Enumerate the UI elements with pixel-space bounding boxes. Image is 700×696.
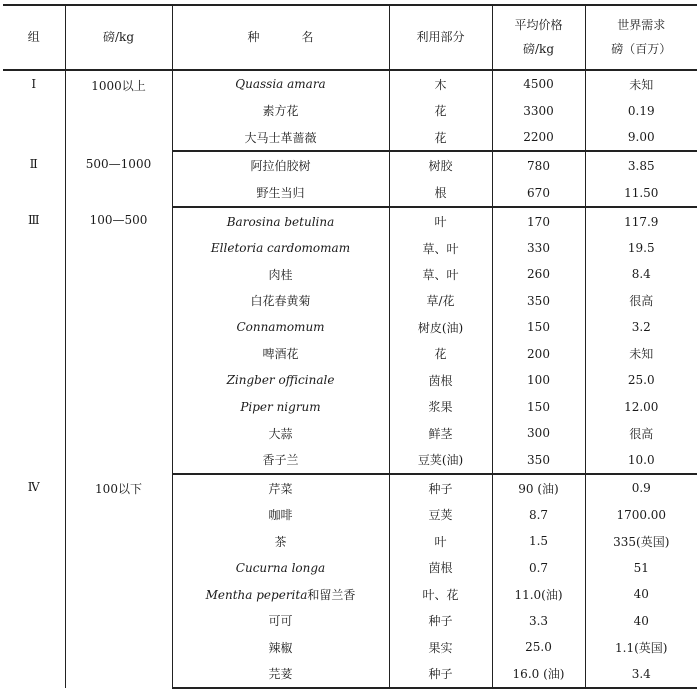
world-demand: 25.0 xyxy=(627,373,655,387)
world-demand: 9.00 xyxy=(585,124,697,151)
part-used: 种子 xyxy=(389,474,492,501)
avg-price: 25.0 xyxy=(492,634,585,660)
avg-price: 330 xyxy=(492,235,585,261)
part-used: 树皮(油) xyxy=(389,314,492,340)
avg-price: 170 xyxy=(492,207,585,235)
table-row xyxy=(3,207,697,235)
table-body xyxy=(3,70,697,688)
avg-price: 0.7 xyxy=(492,554,585,581)
species-name: 大蒜 xyxy=(172,420,389,446)
world-demand: 3.2 xyxy=(631,320,651,334)
part-used: 豆荚(油) xyxy=(389,446,492,474)
part-used: 草、叶 xyxy=(389,261,492,287)
world-demand: 未知 xyxy=(629,347,654,361)
species-cn-part: 和留兰香 xyxy=(307,587,356,602)
avg-price: 16.0 (油) xyxy=(492,660,585,688)
header-row xyxy=(3,4,697,70)
part-used: 叶 xyxy=(389,207,492,235)
part-used: 花 xyxy=(389,124,492,151)
plant-price-table xyxy=(3,4,697,689)
part-used: 茵根 xyxy=(389,367,492,393)
part-used: 叶、花 xyxy=(389,581,492,607)
avg-price: 8.7 xyxy=(492,501,585,528)
world-demand: 117.9 xyxy=(624,214,659,229)
species-name: 啤酒花 xyxy=(172,340,389,367)
part-used: 鲜茎 xyxy=(389,420,492,446)
species-name: Piper nigrum xyxy=(172,393,389,420)
species-name: Quassia amara xyxy=(172,70,389,97)
header-price-range: 磅/kg xyxy=(65,4,172,70)
species-name: 芹菜 xyxy=(172,474,389,501)
part-used: 树胶 xyxy=(389,151,492,179)
group-label: Ⅳ xyxy=(3,474,65,688)
group-label: Ⅱ xyxy=(3,151,65,207)
part-used: 草、叶 xyxy=(389,235,492,261)
species-name: 白花春黄菊 xyxy=(172,287,389,314)
part-used: 种子 xyxy=(389,607,492,634)
species-name: Barosina betulina xyxy=(172,207,389,235)
species-name: Zingber officinale xyxy=(172,367,389,393)
avg-price: 3.3 xyxy=(492,607,585,634)
avg-price: 780 xyxy=(492,151,585,179)
world-demand: 1.1(英国) xyxy=(615,640,668,655)
world-demand: 40 xyxy=(633,613,649,628)
world-demand: 12.00 xyxy=(624,399,659,414)
avg-price: 350 xyxy=(492,446,585,474)
species-latin-part: Mentha peperita xyxy=(205,587,308,602)
price-range-label: 500—1000 xyxy=(65,151,172,207)
part-used: 浆果 xyxy=(389,393,492,420)
world-demand: 10.0 xyxy=(585,446,697,474)
part-used: 茵根 xyxy=(389,554,492,581)
world-demand: 335(英国) xyxy=(613,534,670,549)
table-row xyxy=(3,70,697,97)
part-used: 花 xyxy=(389,97,492,124)
part-used: 叶 xyxy=(389,528,492,554)
world-demand: 0.9 xyxy=(631,481,651,495)
world-demand: 3.85 xyxy=(627,158,655,173)
world-demand: 很高 xyxy=(629,426,654,441)
species-name: 大马士革蔷薇 xyxy=(172,124,389,151)
species-name: Connamomum xyxy=(172,314,389,340)
world-demand: 8.4 xyxy=(631,267,651,281)
species-name: 肉桂 xyxy=(172,261,389,287)
part-used: 木 xyxy=(389,70,492,97)
world-demand: 未知 xyxy=(629,77,654,92)
table-row xyxy=(3,151,697,179)
world-demand: 很高 xyxy=(629,294,654,308)
avg-price: 150 xyxy=(492,314,585,340)
avg-price: 3300 xyxy=(492,97,585,124)
part-used: 花 xyxy=(389,340,492,367)
avg-price: 670 xyxy=(492,179,585,207)
avg-price: 11.0(油) xyxy=(492,581,585,607)
species-name: 辣椒 xyxy=(172,634,389,660)
header-avg-price: 平均价格 磅/kg xyxy=(492,4,585,70)
avg-price: 350 xyxy=(492,287,585,314)
species-name xyxy=(172,581,389,607)
avg-price: 4500 xyxy=(492,70,585,97)
table-row xyxy=(3,474,697,501)
world-demand: 11.50 xyxy=(585,179,697,207)
avg-price: 260 xyxy=(492,261,585,287)
species-name: 茶 xyxy=(172,528,389,554)
world-demand: 19.5 xyxy=(627,241,655,255)
species-name: 香子兰 xyxy=(172,446,389,474)
world-demand: 0.19 xyxy=(627,103,655,118)
part-used: 果实 xyxy=(389,634,492,660)
avg-price: 300 xyxy=(492,420,585,446)
group-label: Ⅰ xyxy=(3,70,65,151)
species-name: 阿拉伯胶树 xyxy=(172,151,389,179)
species-name: 素方花 xyxy=(172,97,389,124)
part-used: 根 xyxy=(389,179,492,207)
species-name: 咖啡 xyxy=(172,501,389,528)
species-name: 可可 xyxy=(172,607,389,634)
header-part-used: 利用部分 xyxy=(389,4,492,70)
price-range-label: 1000以上 xyxy=(65,70,172,151)
avg-price: 150 xyxy=(492,393,585,420)
species-name: Elletoria cardomomam xyxy=(172,235,389,261)
world-demand: 51 xyxy=(633,560,649,575)
species-name: 野生当归 xyxy=(172,179,389,207)
avg-price: 200 xyxy=(492,340,585,367)
world-demand: 1700.00 xyxy=(616,507,667,522)
part-used: 豆荚 xyxy=(389,501,492,528)
price-range-label: 100—500 xyxy=(65,207,172,474)
world-demand: 40 xyxy=(633,587,649,601)
group-label: Ⅲ xyxy=(3,207,65,474)
price-range-label: 100以下 xyxy=(65,474,172,688)
species-name: Cucurna longa xyxy=(172,554,389,581)
header-world-demand: 世界需求 磅（百万） xyxy=(585,4,697,70)
avg-price: 100 xyxy=(492,367,585,393)
avg-price: 2200 xyxy=(492,124,585,151)
header-name: 种 名 xyxy=(172,4,389,70)
avg-price: 90 (油) xyxy=(492,474,585,501)
species-name: 芫荽 xyxy=(172,660,389,688)
header-group: 组 xyxy=(3,4,65,70)
part-used: 草/花 xyxy=(389,287,492,314)
world-demand: 3.4 xyxy=(585,660,697,688)
avg-price: 1.5 xyxy=(492,528,585,554)
part-used: 种子 xyxy=(389,660,492,688)
